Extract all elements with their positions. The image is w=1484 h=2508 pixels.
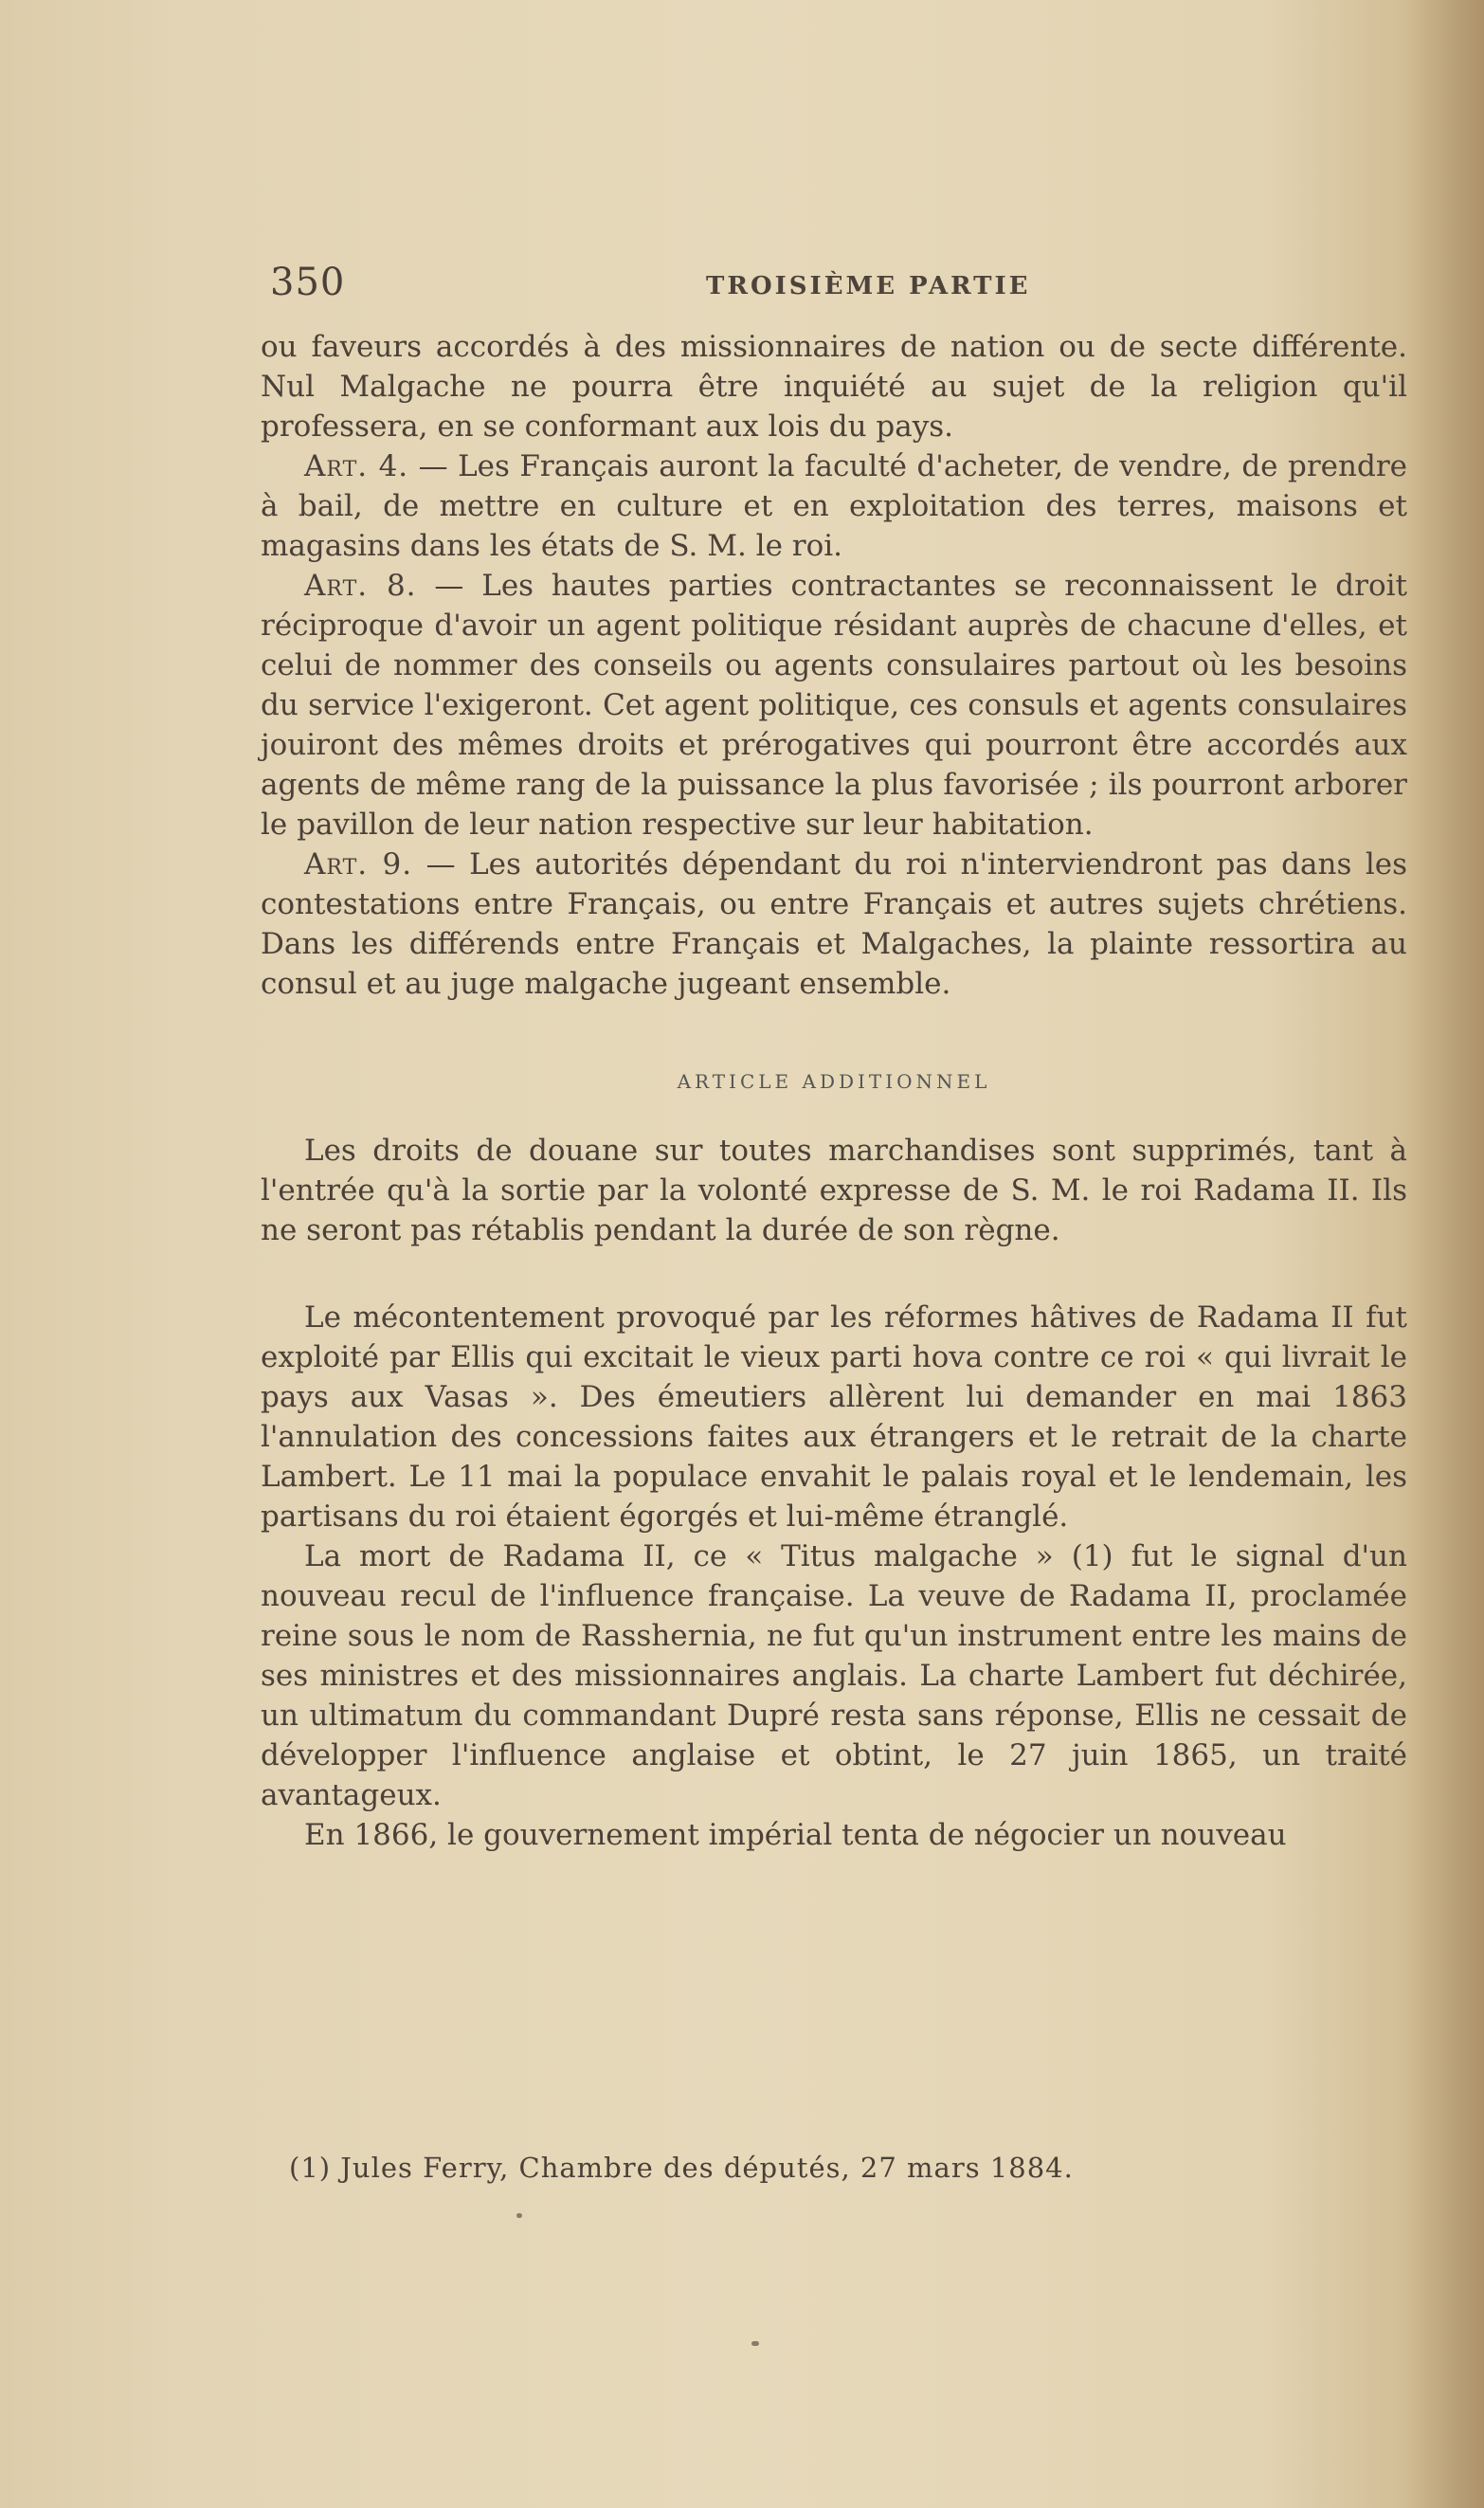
additional-article-text: Les droits de douane sur toutes marchandises sont supprimés, tant à l'entrée qu'à la sortie par la volonté expresse de S. M. le roi Radama II. Ils ne seront pas rétablis pendant la durée de son règne.	[261, 1134, 1407, 1247]
article-label: Art. 8.	[304, 569, 417, 603]
page-number: 350	[270, 261, 346, 304]
article-text: — Les hautes parties contractantes se reconnaissent le droit réciproque d'avoir un agent politique résidant auprès de chacune d'elles, et celui de nommer des conseils ou agents consulaires partout où les besoins du service l'exigeront. Cet agent politique, ces consuls et agents consulaires jouiront des mêmes droits et prérogatives qui pourront être accordés aux agents de même rang de la puissance la plus favorisée ; ils pourront arborer le pavillon de leur nation respective sur leur habitation.	[261, 569, 1407, 842]
body-text	[261, 327, 1407, 1855]
paragraph-mort-radama: La mort de Radama II, ce « Titus malgache » (1) fut le signal d'un nouveau recul de l'influence française. La veuve de Radama II, proclamée reine sous le nom de Rasshernia, ne fut qu'un instrument entre les mains de ses ministres et des missionnaires anglais. La charte Lambert fut déchirée, un ultimatum du commandant Dupré resta sans réponse, Ellis ne cessait de développer l'influence anglaise et obtint, le 27 juin 1865, un traité avantageux.	[261, 1539, 1407, 1812]
paragraph-continuation: ou faveurs accordés à des missionnaires de nation ou de secte différente. Nul Malgache ne pourra être inquiété au sujet de la religion qu'il professera, en se conformant aux lois du pays.	[261, 330, 1407, 444]
page-edge-shadow	[1408, 0, 1484, 2508]
footnote: (1) Jules Ferry, Chambre des députés, 27 mars 1884.	[289, 2152, 1074, 2184]
article-8	[261, 566, 1407, 845]
running-head	[261, 261, 1407, 318]
article-text: — Les autorités dépendant du roi n'interviendront pas dans les contestations entre Français, ou entre Français et autres sujets chrétiens. Dans les différends entre Français et Malgaches, la plainte ressortira au consul et au juge malgache jugeant ensemble.	[261, 847, 1407, 1001]
paragraph-mecontentement: Le mécontentement provoqué par les réformes hâtives de Radama II fut exploité par Ellis qui excitait le vieux parti hova contre ce roi « qui livrait le pays aux Vasas ». Des émeutiers allèrent lui demander en mai 1863 l'annulation des concessions faites aux étrangers et le retrait de la charte Lambert. Le 11 mai la populace envahit le palais royal et le lendemain, les partisans du roi étaient égorgés et lui-même étranglé.	[261, 1300, 1407, 1534]
article-4	[261, 446, 1407, 566]
article-text: — Les Français auront la faculté d'acheter, de vendre, de prendre à bail, de mettre en culture et en exploitation des terres, maisons et magasins dans les états de S. M. le roi.	[261, 449, 1407, 563]
article-label: Art. 4.	[304, 449, 409, 483]
article-9	[261, 845, 1407, 1004]
paragraph-1866: En 1866, le gouvernement impérial tenta de négocier un nouveau	[304, 1818, 1287, 1852]
section-heading: ARTICLE ADDITIONNEL	[677, 1070, 991, 1093]
article-label: Art. 9.	[304, 847, 413, 881]
paper-speck	[751, 2341, 759, 2346]
running-title: TROISIÈME PARTIE	[706, 272, 1031, 300]
paper-speck	[516, 2213, 522, 2218]
